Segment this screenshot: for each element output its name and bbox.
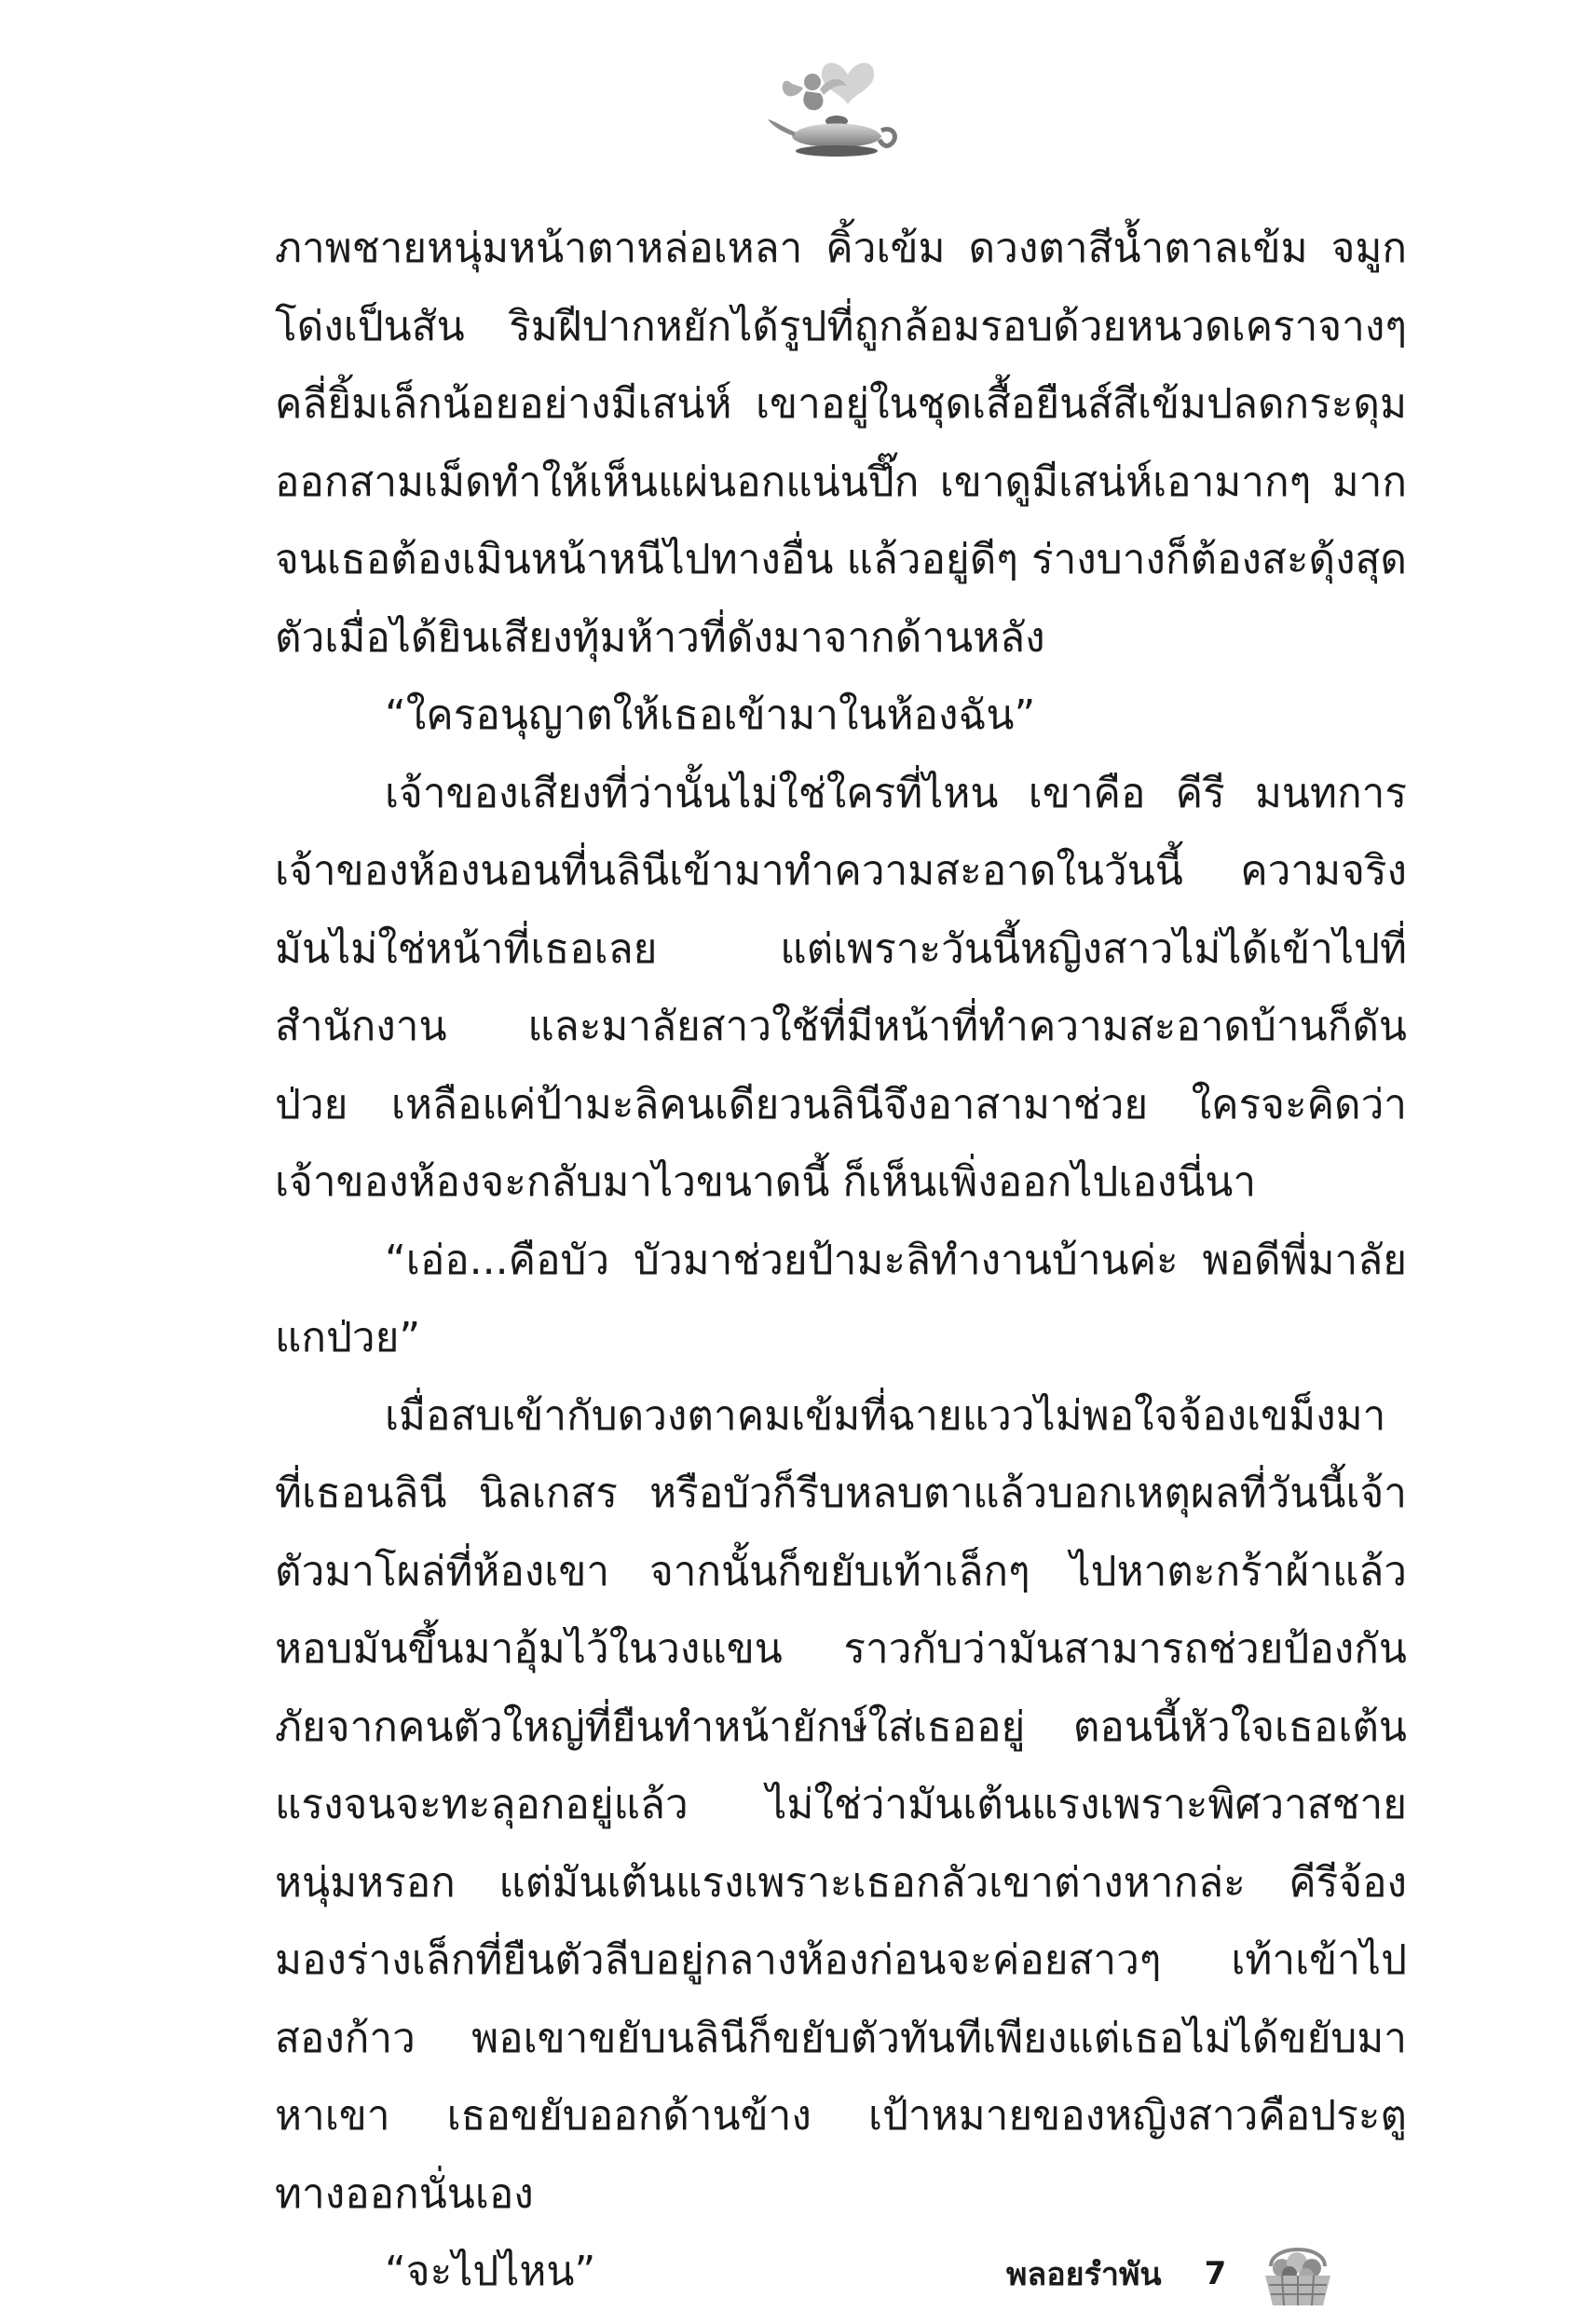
- body-text: [275, 210, 1407, 2311]
- page-footer: [1006, 2238, 1338, 2309]
- paragraph-dialogue: “ใครอนุญาตให้เธอเข้ามาในห้องฉัน”: [385, 691, 1036, 739]
- book-title: พลอยรำพัน: [1006, 2256, 1162, 2293]
- paragraph: ภาพชายหนุ่มหน้าตาหล่อเหลา คิ้วเข้ม ดวงตาสีน้ำตาลเข้ม จมูกโด่งเป็นสัน ริมฝีปากหยักได้รูปที่ถูกล้อมรอบด้วยหนวดเคราจางๆ คลี่ยิ้มเล็กน้อยอย่างมีเสน่ห์ เขาอยู่ในชุดเสื้อยืนส์สีเข้มปลดกระดุมออกสามเม็ดทำให้เห็นแผ่นอกแน่นปึ๊ก เขาดูมีเสน่ห์เอามากๆ มากจนเธอต้องเมินหน้าหนีไปทางอื่น แล้วอยู่ดีๆ ร่างบางก็ต้องสะดุ้งสุดตัวเมื่อได้ยินเสียงทุ้มห้าวที่ดังมาจากด้านหลัง: [275, 225, 1407, 662]
- flower-basket-icon: [1258, 2238, 1338, 2309]
- paragraph-dialogue: “จะไปไหน”: [385, 2248, 596, 2295]
- paragraph: เจ้าของเสียงที่ว่านั้นไม่ใช่ใครที่ไหน เขาคือ คีรี มนทการ เจ้าของห้องนอนที่นลินีเข้ามาทำความสะอาดในวันนี้ ความจริงมันไม่ใช่หน้าที่เธอเลย แต่เพราะวันนี้หญิงสาวไม่ได้เข้าไปที่สำนักงาน และมาลัยสาวใช้ที่มีหน้าที่ทำความสะอาดบ้านก็ดันป่วย เหลือแค่ป้ามะลิคนเดียวนลินีจึงอาสามาช่วย ใครจะคิดว่าเจ้าของห้องจะกลับมาไวขนาดนี้ ก็เห็นเพิ่งออกไปเองนี่นา: [275, 769, 1407, 1206]
- page-number: 7: [1204, 2255, 1227, 2292]
- cupid-teapot-ornament-icon: [755, 47, 904, 168]
- paragraph-dialogue: “เอ่อ...คือบัว บัวมาช่วยป้ามะลิทำงานบ้านค่ะ พอดีพี่มาลัยแกป่วย”: [275, 1236, 1407, 1361]
- paragraph: เมื่อสบเข้ากับดวงตาคมเข้มที่ฉายแววไม่พอใจจ้องเขม็งมาที่เธอนลินี นิลเกสร หรือบัวก็รีบหลบตาแล้วบอกเหตุผลที่วันนี้เจ้าตัวมาโผล่ที่ห้องเขา จากนั้นก็ขยับเท้าเล็กๆ ไปหาตะกร้าผ้าแล้วหอบมันขึ้นมาอุ้มไว้ในวงแขน ราวกับว่ามันสามารถช่วยป้องกันภัยจากคนตัวใหญ่ที่ยืนทำหน้ายักษ์ใส่เธออยู่ ตอนนี้หัวใจเธอเต้นแรงจนจะทะลุอกอยู่แล้ว ไม่ใช่ว่ามันเต้นแรงเพราะพิศวาสชายหนุ่มหรอก แต่มันเต้นแรงเพราะเธอกลัวเขาต่างหากล่ะ คีรีจ้องมองร่างเล็กที่ยืนตัวลีบอยู่กลางห้องก่อนจะค่อยสาวๆ เท้าเข้าไปสองก้าว พอเขาขยับนลินีก็ขยับตัวทันทีเพียงแต่เธอไม่ได้ขยับมาหาเขา เธอขยับออกด้านข้าง เป้าหมายของหญิงสาวคือประตูทางออกนั่นเอง: [275, 1391, 1407, 2218]
